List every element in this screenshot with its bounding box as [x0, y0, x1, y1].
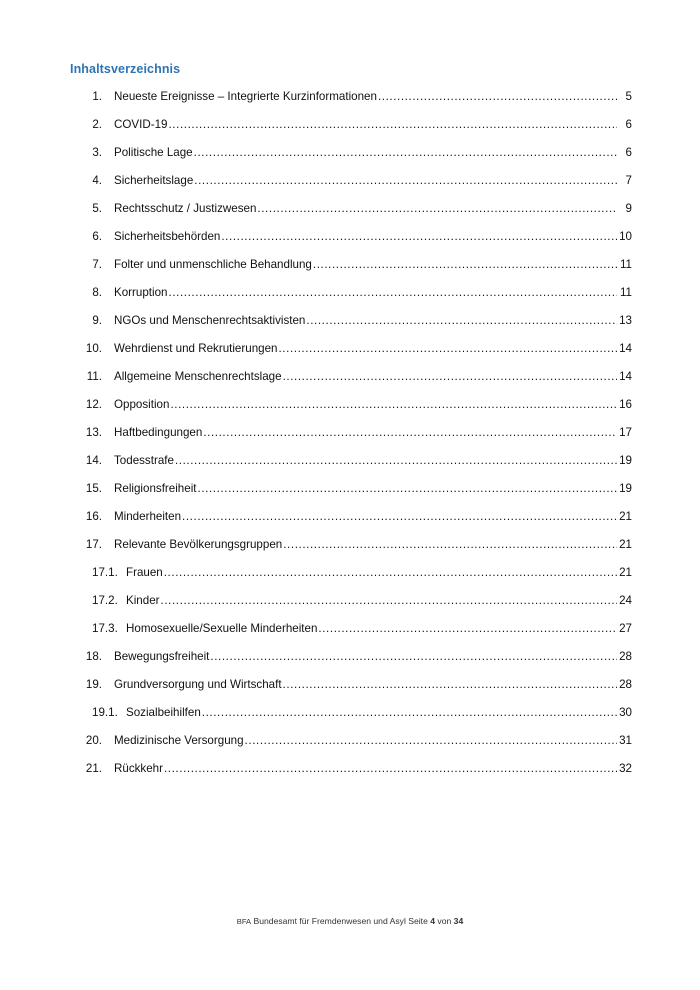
toc-entry[interactable]: [68, 594, 632, 608]
toc-entry[interactable]: [68, 342, 632, 356]
toc-entry-title: Allgemeine Menschenrechtslage: [114, 370, 282, 383]
toc-entry-title: Neueste Ereignisse – Integrierte Kurzinformationen: [114, 90, 377, 103]
toc-entry-page: 14: [619, 370, 632, 383]
toc-leader-dots: [194, 146, 617, 160]
toc-entry-title: Haftbedingungen: [114, 426, 203, 439]
toc-entry-page: 7: [625, 174, 632, 187]
toc-entry-title: Frauen: [126, 566, 163, 579]
toc-entry-page: 11: [619, 258, 632, 271]
toc-entry-page: 21: [619, 538, 632, 551]
toc-entry[interactable]: [68, 678, 632, 692]
toc-entry-title: Kinder: [126, 594, 160, 607]
toc-entry-number: 19.: [85, 678, 102, 691]
toc-entry-page: 19: [619, 454, 632, 467]
toc-entry-page: 31: [619, 734, 632, 747]
toc-entry-page: 6: [625, 118, 632, 131]
toc-entry[interactable]: [68, 538, 632, 552]
toc-entry[interactable]: [68, 734, 632, 748]
toc-leader-dots: [257, 202, 617, 216]
toc-entry-number: 17.2.: [92, 594, 118, 607]
table-of-contents: [68, 90, 632, 776]
toc-entry[interactable]: [68, 454, 632, 468]
toc-entry-number: 9.: [92, 314, 102, 327]
footer-org-name: Bundesamt für Fremdenwesen und Asyl Seite: [251, 916, 431, 926]
toc-entry[interactable]: [68, 650, 632, 664]
toc-entry-number: 17.1.: [92, 566, 118, 579]
toc-entry-title: Todesstrafe: [114, 454, 174, 467]
toc-entry-number: 5.: [92, 202, 102, 215]
toc-entry-title: Homosexuelle/Sexuelle Minderheiten: [126, 622, 318, 635]
toc-entry-title: Bewegungsfreiheit: [114, 650, 210, 663]
toc-leader-dots: [202, 706, 617, 720]
toc-entry-title: Medizinische Versorgung: [114, 734, 244, 747]
toc-leader-dots: [164, 566, 617, 580]
toc-leader-dots: [175, 454, 617, 468]
toc-entry-number: 1.: [92, 90, 102, 103]
toc-entry[interactable]: [68, 202, 632, 216]
toc-entry[interactable]: [68, 762, 632, 776]
toc-leader-dots: [169, 286, 618, 300]
toc-entry-number: 16.: [85, 510, 102, 523]
toc-entry-title: Relevante Bevölkerungsgruppen: [114, 538, 283, 551]
toc-leader-dots: [283, 678, 617, 692]
toc-entry-title: Religionsfreiheit: [114, 482, 197, 495]
toc-entry-number: 4.: [92, 174, 102, 187]
toc-leader-dots: [210, 650, 617, 664]
toc-entry-number: 15.: [85, 482, 102, 495]
toc-entry-page: 10: [619, 230, 632, 243]
toc-entry-page: 19: [619, 482, 632, 495]
toc-entry[interactable]: [68, 482, 632, 496]
toc-entry[interactable]: [68, 706, 632, 720]
toc-leader-dots: [182, 510, 617, 524]
footer-of-label: von: [435, 916, 454, 926]
toc-entry-title: Sicherheitsbehörden: [114, 230, 221, 243]
toc-entry-number: 7.: [92, 258, 102, 271]
page-title: Inhaltsverzeichnis: [70, 62, 181, 76]
toc-entry-number: 18.: [85, 650, 102, 663]
toc-entry[interactable]: [68, 174, 632, 188]
toc-entry-page: 28: [619, 650, 632, 663]
toc-entry-number: 10.: [85, 342, 102, 355]
toc-entry-page: 21: [619, 510, 632, 523]
toc-leader-dots: [198, 482, 618, 496]
toc-entry-number: 3.: [92, 146, 102, 159]
toc-leader-dots: [170, 398, 617, 412]
page-footer: [0, 916, 700, 926]
toc-leader-dots: [318, 622, 617, 636]
toc-entry-title: Wehrdienst und Rekrutierungen: [114, 342, 278, 355]
toc-leader-dots: [378, 90, 617, 104]
toc-entry-number: 17.3.: [92, 622, 118, 635]
toc-entry[interactable]: [68, 146, 632, 160]
toc-leader-dots: [313, 258, 617, 272]
toc-entry-title: Minderheiten: [114, 510, 182, 523]
toc-entry-number: 8.: [92, 286, 102, 299]
footer-total-pages: 34: [453, 916, 464, 926]
toc-leader-dots: [221, 230, 617, 244]
toc-entry-page: 27: [619, 622, 632, 635]
toc-entry-number: 6.: [92, 230, 102, 243]
toc-entry[interactable]: [68, 622, 632, 636]
toc-entry[interactable]: [68, 286, 632, 300]
toc-entry-number: 11.: [86, 370, 102, 383]
toc-leader-dots: [194, 174, 617, 188]
toc-entry-number: 21.: [85, 762, 102, 775]
toc-entry-title: Korruption: [114, 286, 168, 299]
toc-entry-title: Sicherheitslage: [114, 174, 194, 187]
toc-leader-dots: [283, 538, 617, 552]
toc-entry-page: 11: [619, 286, 632, 299]
toc-entry-page: 28: [619, 678, 632, 691]
toc-leader-dots: [161, 594, 617, 608]
toc-entry[interactable]: [68, 314, 632, 328]
toc-entry-page: 30: [619, 706, 632, 719]
toc-entry[interactable]: [68, 398, 632, 412]
toc-entry-number: 14.: [85, 454, 102, 467]
toc-entry-page: 13: [619, 314, 632, 327]
toc-entry[interactable]: [68, 230, 632, 244]
toc-entry-number: 13.: [85, 426, 102, 439]
toc-entry-page: 5: [625, 90, 632, 103]
toc-entry-page: 21: [619, 566, 632, 579]
toc-entry-title: COVID-19: [114, 118, 168, 131]
footer-org-abbr: BFA: [236, 917, 252, 926]
toc-leader-dots: [164, 762, 617, 776]
toc-entry-title: Opposition: [114, 398, 170, 411]
toc-entry-number: 2.: [92, 118, 102, 131]
toc-leader-dots: [306, 314, 617, 328]
toc-entry-page: 16: [619, 398, 632, 411]
toc-entry-title: Rückkehr: [114, 762, 163, 775]
toc-entry-title: NGOs und Menschenrechtsaktivisten: [114, 314, 306, 327]
toc-entry-page: 17: [619, 426, 632, 439]
toc-leader-dots: [278, 342, 617, 356]
toc-entry-title: Folter und unmenschliche Behandlung: [114, 258, 312, 271]
toc-entry-page: 9: [625, 202, 632, 215]
toc-leader-dots: [168, 118, 617, 132]
toc-entry[interactable]: [68, 370, 632, 384]
toc-entry[interactable]: [68, 510, 632, 524]
toc-entry-number: 17.: [85, 538, 102, 551]
toc-entry[interactable]: [68, 90, 632, 104]
toc-entry[interactable]: [68, 118, 632, 132]
toc-leader-dots: [283, 370, 617, 384]
toc-entry[interactable]: [68, 258, 632, 272]
toc-entry-number: 20.: [85, 734, 102, 747]
toc-entry-title: Politische Lage: [114, 146, 193, 159]
toc-entry[interactable]: [68, 426, 632, 440]
toc-entry-number: 12.: [85, 398, 102, 411]
toc-leader-dots: [203, 426, 617, 440]
toc-entry-title: Sozialbeihilfen: [126, 706, 201, 719]
toc-entry-title: Grundversorgung und Wirtschaft: [114, 678, 282, 691]
toc-entry-page: 6: [625, 146, 632, 159]
toc-leader-dots: [245, 734, 617, 748]
footer-current-page: 4: [430, 916, 436, 926]
toc-entry-number: 19.1.: [92, 706, 118, 719]
toc-entry-title: Rechtsschutz / Justizwesen: [114, 202, 257, 215]
toc-entry[interactable]: [68, 566, 632, 580]
toc-entry-page: 24: [619, 594, 632, 607]
toc-entry-page: 32: [619, 762, 632, 775]
toc-entry-page: 14: [619, 342, 632, 355]
